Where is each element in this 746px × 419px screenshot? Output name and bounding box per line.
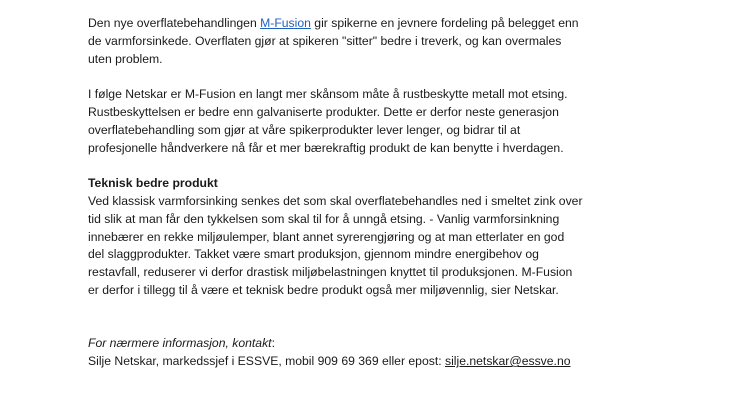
paragraph-spacer: [88, 157, 728, 175]
paragraph-2-line: profesjonelle håndverkere nå får et mer bærekraftig produkt de kan benytte i hverdagen.: [88, 140, 564, 155]
contact-label: [88, 335, 728, 353]
paragraph-1-line-2: de varmforsinkede. Overflaten gjør at spikeren "sitter" bedre i treverk, og kan overmales: [88, 33, 562, 48]
paragraph-2-line: Rustbeskyttelsen er bedre enn galvaniserte produkter. Dette er derfor neste generasjon: [88, 104, 559, 119]
section-line: er derfor i tillegg til å være et teknisk bedre produkt også mer miljøvennlig, sier Netskar.: [88, 282, 559, 297]
section-line: tid slik at man får den tykkelsen som skal til for å unngå etsing. - Vanlig varmforsinkning: [88, 211, 560, 226]
paragraph-2-line: overflatebehandling som gjør at våre spikerprodukter lever lenger, og bidrar til at: [88, 122, 521, 137]
paragraph-spacer: [88, 300, 728, 336]
section-heading: Teknisk bedre produkt: [88, 176, 218, 191]
paragraph-1-line-3: uten problem.: [88, 51, 163, 66]
contact-label-colon: :: [271, 336, 275, 351]
document-body: [88, 15, 728, 371]
paragraph-2-line: I følge Netskar er M-Fusion en langt mer skånsom måte å rustbeskytte metall mot etsing.: [88, 87, 568, 102]
paragraph-1-text: Den nye overflatebehandlingen: [88, 16, 261, 30]
section-line: del slaggprodukter. Takket være smart produksjon, gjennom mindre energibehov og: [88, 247, 539, 262]
section-line: innebærer en rekke miljøulemper, blant annet syrerengjøring og at man etterlater en god: [88, 229, 565, 244]
paragraph-1-line-1: [88, 15, 728, 33]
contact-details: Silje Netskar, markedssjef i ESSVE, mobil 909 69 369 eller epost:: [88, 354, 445, 369]
contact-label-text: For nærmere informasjon, kontakt: [88, 336, 272, 351]
section-line: restavfall, reduserer vi derfor drastisk miljøbelastningen knyttet til produksjonen. M-Fusion: [88, 265, 573, 280]
m-fusion-link[interactable]: M-Fusion: [260, 16, 311, 30]
contact-line: [88, 353, 728, 371]
paragraph-1-text: gir spikerne en jevnere fordeling på belegget enn: [310, 16, 579, 30]
paragraph-spacer: [88, 68, 728, 86]
section-line: Ved klassisk varmforsinking senkes det som skal overflatebehandles ned i smeltet zink over: [88, 193, 583, 208]
email-link[interactable]: silje.netskar@essve.no: [445, 354, 571, 369]
